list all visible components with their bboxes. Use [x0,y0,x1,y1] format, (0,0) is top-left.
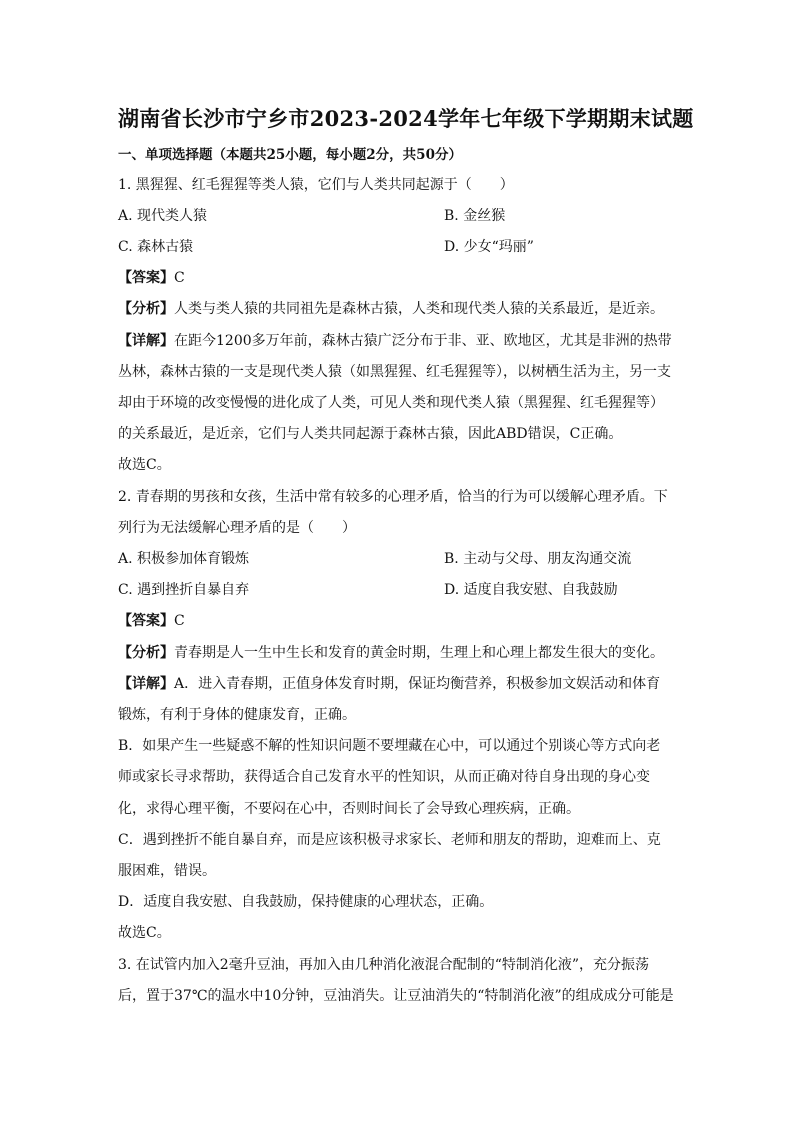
q2-detail-line: D．适度自我安慰、自我鼓励，保持健康的心理状态，正确。 [118,894,494,910]
q2-answer-row [118,612,185,630]
answer-label: 【答案】 [118,613,174,629]
answer-value: C [174,613,185,629]
q2-stem-cont: 列行为无法缓解心理矛盾的是（ ） [118,520,356,536]
q2-stem: 2. 青春期的男孩和女孩，生活中常有较多的心理矛盾，恰当的行为可以缓解心理矛盾。下 [118,489,668,505]
q2-detail-line: 师或家长寻求帮助，获得适合自己发育水平的性知识，从而正确对待自身出现的身心变 [118,769,650,785]
page-title: 湖南省长沙市宁乡市2023-2024学年七年级下学期期末试题 [118,106,694,131]
q1-answer-row [118,269,185,287]
section-heading: 一、单项选择题（本题共25小题，每小题2分，共50分） [118,147,462,163]
answer-label: 【答案】 [118,270,174,286]
q1-stem: 1. 黑猩猩、红毛猩猩等类人猿，它们与人类共同起源于（ ） [118,177,514,193]
q3-stem-cont: 后，置于37℃的温水中10分钟，豆油消失。让豆油消失的“特制消化液”的组成成分可能是 [118,988,674,1004]
q1-option-b: B. 金丝猴 [444,208,506,224]
q3-stem: 3. 在试管内加入2毫升豆油，再加入由几种消化液混合配制的“特制消化液”，充分振荡 [118,957,650,973]
q1-option-c: C. 森林古猿 [118,239,194,255]
q2-detail-line: 锻炼，有利于身体的健康发育，正确。 [118,707,356,723]
q2-detail-line: B．如果产生一些疑惑不解的性知识问题不要埋藏在心中，可以通过个别谈心等方式向老 [118,738,661,754]
q2-conclusion: 故选C。 [118,925,171,941]
q2-detail-line: C．遇到挫折不能自暴自弃，而是应该积极寻求家长、老师和朋友的帮助，迎难而上、克 [118,832,661,848]
q2-option-a: A. 积极参加体育锻炼 [118,551,250,567]
analysis-text: 人类与类人猿的共同祖先是森林古猿，人类和现代类人猿的关系最近，是近亲。 [174,301,664,317]
q2-detail-line: 化，求得心理平衡，不要闷在心中，否则时间长了会导致心理疾病，正确。 [118,801,580,817]
analysis-text: 青春期是人一生中生长和发育的黄金时期，生理上和心理上都发生很大的变化。 [174,645,664,661]
analysis-label: 【分析】 [118,301,174,317]
q1-conclusion: 故选C。 [118,457,171,473]
q1-detail-line: 丛林，森林古猿的一支是现代类人猿（如黑猩猩、红毛猩猩等），以树栖生活为主，另一支 [118,364,671,380]
q2-option-c: C. 遇到挫折自暴自弃 [118,582,250,598]
q1-detail-line: 却由于环境的改变慢慢的进化成了人类，可见人类和现代类人猿（黑猩猩、红毛猩猩等） [118,395,664,411]
detail-text: A．进入青春期，正值身体发育时期，保证均衡营养，积极参加文娱活动和体育 [174,676,661,692]
q2-option-b: B. 主动与父母、朋友沟通交流 [444,551,632,567]
q1-detail-row [118,332,672,350]
q1-detail-line: 的关系最近，是近亲，它们与人类共同起源于森林古猿，因此ABD错误，C正确。 [118,426,623,442]
q1-analysis-row [118,300,664,318]
analysis-label: 【分析】 [118,645,174,661]
q1-option-d: D. 少女“玛丽” [444,239,534,255]
detail-text: 在距今1200多万年前，森林古猿广泛分布于非、亚、欧地区，尤其是非洲的热带 [174,333,672,349]
detail-label: 【详解】 [118,333,174,349]
detail-label: 【详解】 [118,676,174,692]
q2-detail-row [118,675,660,693]
q2-option-d: D. 适度自我安慰、自我鼓励 [444,582,618,598]
q2-detail-line: 服困难，错误。 [118,863,216,879]
answer-value: C [174,270,185,286]
q1-option-a: A. 现代类人猿 [118,208,208,224]
q2-analysis-row [118,644,664,662]
